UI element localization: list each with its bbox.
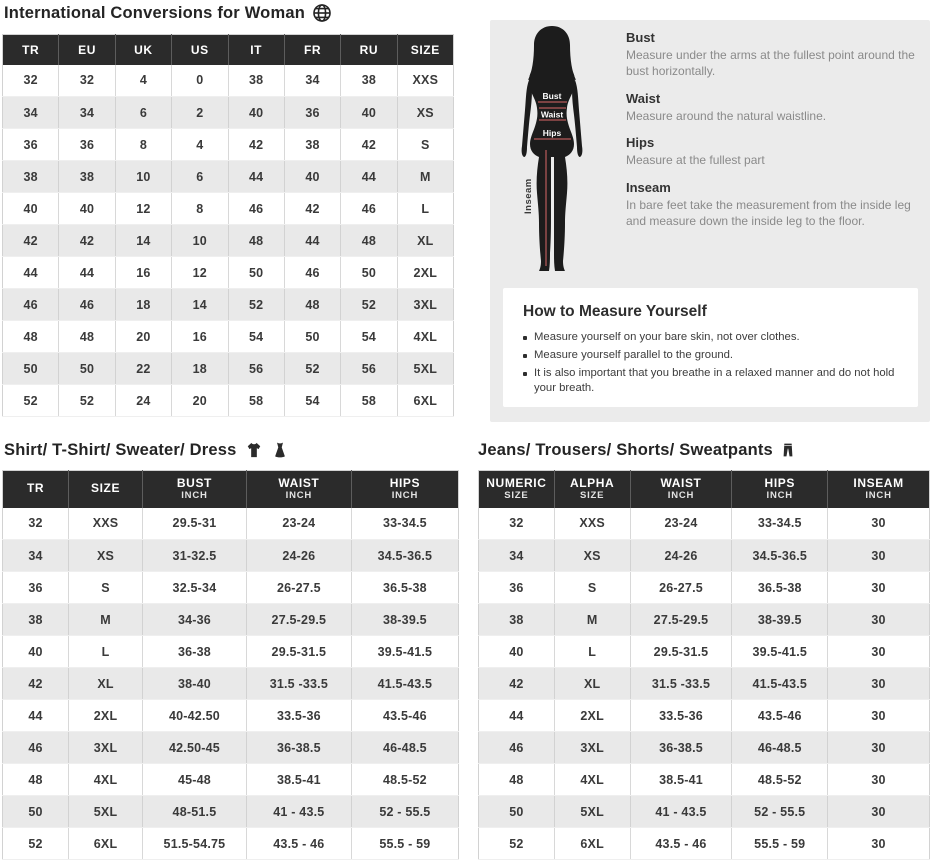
table-cell: 50: [284, 321, 340, 353]
table-row: [479, 572, 930, 604]
table-cell: 43.5 - 46: [630, 828, 732, 860]
measure-item-bust: [626, 30, 916, 80]
table-cell: 44: [3, 700, 69, 732]
table-cell: 8: [115, 129, 171, 161]
table-cell: 48: [228, 225, 284, 257]
body-label-inseam: Inseam: [523, 178, 534, 214]
table-cell: 34: [284, 65, 340, 97]
table-row: [3, 161, 454, 193]
table-cell: 43.5-46: [732, 700, 828, 732]
table-row: [479, 732, 930, 764]
table-cell: 48: [479, 764, 555, 796]
table-cell: 6XL: [397, 385, 453, 417]
pants-icon: [780, 440, 796, 460]
table-row: [3, 636, 459, 668]
table-row: [479, 604, 930, 636]
table-cell: 39.5-41.5: [351, 636, 458, 668]
measure-label: Inseam: [626, 180, 671, 196]
table-cell: L: [397, 193, 453, 225]
measure-item-waist: [626, 91, 916, 125]
table-cell: 10: [115, 161, 171, 193]
table-row: [479, 508, 930, 540]
table-cell: 4: [115, 65, 171, 97]
table-cell: 52: [284, 353, 340, 385]
table-cell: 40: [341, 97, 397, 129]
international-conversions-table: [2, 34, 454, 417]
how-to-bullet: Measure yourself on your bare skin, not over clothes.: [523, 330, 900, 346]
table-cell: 36-38.5: [630, 732, 732, 764]
measure-text: Measure around the natural waistline.: [626, 108, 827, 123]
table-cell: 50: [228, 257, 284, 289]
table-cell: 10: [172, 225, 228, 257]
table-cell: 48: [284, 289, 340, 321]
table-cell: XS: [554, 540, 630, 572]
table-cell: 4: [172, 129, 228, 161]
table-cell: 54: [341, 321, 397, 353]
column-header: SIZE: [69, 471, 143, 508]
table-row: [3, 796, 459, 828]
table-cell: 31-32.5: [142, 540, 246, 572]
table-cell: 45-48: [142, 764, 246, 796]
shirts-title: [4, 440, 289, 460]
table-cell: XXS: [69, 508, 143, 540]
table-cell: 36-38: [142, 636, 246, 668]
table-cell: S: [397, 129, 453, 161]
table-cell: 5XL: [69, 796, 143, 828]
table-cell: 30: [828, 572, 930, 604]
table-cell: 40: [3, 636, 69, 668]
table-cell: 18: [115, 289, 171, 321]
table-cell: 50: [59, 353, 115, 385]
table-cell: 38-40: [142, 668, 246, 700]
table-cell: XL: [397, 225, 453, 257]
table-cell: 24-26: [246, 540, 351, 572]
table-cell: 41.5-43.5: [351, 668, 458, 700]
table-cell: 34: [3, 540, 69, 572]
table-cell: 34.5-36.5: [351, 540, 458, 572]
table-row: [479, 540, 930, 572]
table-cell: 48: [341, 225, 397, 257]
column-header: WAIST INCH: [246, 471, 351, 508]
table-cell: 40-42.50: [142, 700, 246, 732]
table-cell: 22: [115, 353, 171, 385]
table-cell: XXS: [554, 508, 630, 540]
table-cell: 52: [59, 385, 115, 417]
measure-text: Measure at the fullest part: [626, 153, 765, 168]
table-cell: 40: [284, 161, 340, 193]
table-cell: 20: [115, 321, 171, 353]
table-cell: 6: [172, 161, 228, 193]
table-cell: 46: [3, 289, 59, 321]
table-cell: 44: [228, 161, 284, 193]
table-row: [3, 65, 454, 97]
table-cell: 46: [228, 193, 284, 225]
table-cell: 30: [828, 604, 930, 636]
table-cell: 42: [479, 668, 555, 700]
table-cell: 3XL: [69, 732, 143, 764]
table-cell: 40: [59, 193, 115, 225]
table-row: [3, 828, 459, 860]
table-cell: 36.5-38: [351, 572, 458, 604]
table-cell: 3XL: [554, 732, 630, 764]
table-cell: 44: [59, 257, 115, 289]
table-row: [3, 321, 454, 353]
table-cell: XL: [69, 668, 143, 700]
table-cell: L: [69, 636, 143, 668]
table-cell: 30: [828, 764, 930, 796]
table-cell: 43.5 - 46: [246, 828, 351, 860]
table-cell: 16: [172, 321, 228, 353]
table-cell: 54: [284, 385, 340, 417]
measure-label: Bust: [626, 30, 655, 45]
table-cell: XS: [69, 540, 143, 572]
table-cell: 30: [828, 732, 930, 764]
table-cell: 12: [115, 193, 171, 225]
column-header: ALPHA SIZE: [554, 471, 630, 508]
table-cell: 42: [284, 193, 340, 225]
table-row: [479, 636, 930, 668]
table-cell: 50: [3, 796, 69, 828]
column-header: UK: [115, 35, 171, 65]
table-row: [3, 572, 459, 604]
table-cell: 5XL: [397, 353, 453, 385]
table-cell: 50: [3, 353, 59, 385]
jeans-title-text: Jeans/ Trousers/ Shorts/ Sweatpants: [478, 440, 773, 459]
table-cell: 32: [3, 65, 59, 97]
table-cell: 40: [3, 193, 59, 225]
table-cell: XL: [554, 668, 630, 700]
table-cell: 34: [59, 97, 115, 129]
table-cell: 23-24: [246, 508, 351, 540]
table-cell: 46: [59, 289, 115, 321]
table-cell: 48: [3, 321, 59, 353]
table-cell: 44: [341, 161, 397, 193]
table-cell: 5XL: [554, 796, 630, 828]
table-row: [3, 289, 454, 321]
table-cell: 46: [341, 193, 397, 225]
table-cell: 39.5-41.5: [732, 636, 828, 668]
table-cell: XS: [397, 97, 453, 129]
table-cell: 38.5-41: [630, 764, 732, 796]
table-cell: 48.5-52: [732, 764, 828, 796]
table-cell: 46: [3, 732, 69, 764]
table-cell: 41 - 43.5: [246, 796, 351, 828]
table-cell: 4XL: [397, 321, 453, 353]
table-cell: 2: [172, 97, 228, 129]
table-cell: 48.5-52: [351, 764, 458, 796]
table-row: [479, 764, 930, 796]
table-cell: 8: [172, 193, 228, 225]
table-cell: 52: [3, 385, 59, 417]
measure-item-hips: [626, 135, 916, 169]
table-cell: 32.5-34: [142, 572, 246, 604]
table-cell: 55.5 - 59: [732, 828, 828, 860]
table-row: [3, 668, 459, 700]
table-cell: M: [397, 161, 453, 193]
table-cell: 4XL: [69, 764, 143, 796]
table-cell: 14: [115, 225, 171, 257]
table-cell: 46: [479, 732, 555, 764]
column-header: INSEAM INCH: [828, 471, 930, 508]
table-cell: L: [554, 636, 630, 668]
table-row: [3, 508, 459, 540]
table-cell: S: [69, 572, 143, 604]
table-row: [3, 129, 454, 161]
measure-label: Waist: [626, 90, 661, 106]
table-cell: 38: [3, 604, 69, 636]
table-cell: 52: [3, 828, 69, 860]
table-cell: 29.5-31.5: [246, 636, 351, 668]
table-cell: 40: [228, 97, 284, 129]
table-cell: 36: [284, 97, 340, 129]
table-cell: 34: [479, 540, 555, 572]
jeans-title: [478, 440, 796, 460]
table-cell: 34: [3, 97, 59, 129]
table-cell: 44: [479, 700, 555, 732]
table-cell: 43.5-46: [351, 700, 458, 732]
table-cell: 6XL: [69, 828, 143, 860]
table-cell: 38: [284, 129, 340, 161]
table-cell: 2XL: [554, 700, 630, 732]
table-cell: 46-48.5: [351, 732, 458, 764]
table-cell: 48: [3, 764, 69, 796]
measurement-descriptions: [626, 30, 916, 241]
table-cell: 46-48.5: [732, 732, 828, 764]
table-cell: 31.5 -33.5: [630, 668, 732, 700]
table-cell: 42: [228, 129, 284, 161]
table-cell: 36: [479, 572, 555, 604]
table-cell: 38-39.5: [732, 604, 828, 636]
table-cell: 40: [479, 636, 555, 668]
dress-icon: [271, 440, 289, 460]
table-cell: 26-27.5: [630, 572, 732, 604]
table-cell: 27.5-29.5: [246, 604, 351, 636]
left-leg: [537, 157, 551, 271]
table-cell: 26-27.5: [246, 572, 351, 604]
table-cell: 38-39.5: [351, 604, 458, 636]
table-cell: 48: [59, 321, 115, 353]
column-header: RU: [341, 35, 397, 65]
table-cell: 48-51.5: [142, 796, 246, 828]
table-row: [3, 193, 454, 225]
table-cell: 30: [828, 636, 930, 668]
table-cell: 55.5 - 59: [351, 828, 458, 860]
column-header: TR: [3, 35, 59, 65]
table-cell: 41 - 43.5: [630, 796, 732, 828]
table-cell: 3XL: [397, 289, 453, 321]
measurement-guide-panel: [490, 20, 930, 422]
table-cell: 42: [341, 129, 397, 161]
table-cell: 38: [228, 65, 284, 97]
table-cell: 36: [59, 129, 115, 161]
table-cell: 31.5 -33.5: [246, 668, 351, 700]
table-cell: 36.5-38: [732, 572, 828, 604]
measure-text: Measure under the arms at the fullest point around the bust horizontally.: [626, 48, 915, 78]
column-header: TR: [3, 471, 69, 508]
table-cell: 30: [828, 540, 930, 572]
table-cell: 30: [828, 668, 930, 700]
how-to-measure-list: [523, 330, 900, 397]
table-cell: 38.5-41: [246, 764, 351, 796]
column-header: WAIST INCH: [630, 471, 732, 508]
table-cell: 33.5-36: [630, 700, 732, 732]
table-cell: 29.5-31: [142, 508, 246, 540]
table-cell: 41.5-43.5: [732, 668, 828, 700]
table-cell: 6XL: [554, 828, 630, 860]
table-cell: 30: [828, 828, 930, 860]
table-row: [479, 796, 930, 828]
table-cell: 20: [172, 385, 228, 417]
table-cell: 33.5-36: [246, 700, 351, 732]
table-cell: 54: [228, 321, 284, 353]
table-cell: 12: [172, 257, 228, 289]
table-cell: 44: [284, 225, 340, 257]
table-cell: 42.50-45: [142, 732, 246, 764]
column-header: NUMERIC SIZE: [479, 471, 555, 508]
table-cell: 32: [3, 508, 69, 540]
table-cell: 14: [172, 289, 228, 321]
table-cell: 51.5-54.75: [142, 828, 246, 860]
table-cell: 56: [341, 353, 397, 385]
how-to-measure-title: How to Measure Yourself: [523, 303, 707, 320]
table-cell: 0: [172, 65, 228, 97]
conversions-title-text: International Conversions for Woman: [4, 3, 305, 22]
measure-item-inseam: [626, 180, 916, 230]
table-cell: 52: [341, 289, 397, 321]
table-cell: 6: [115, 97, 171, 129]
table-cell: 52: [228, 289, 284, 321]
tshirt-icon: [244, 440, 264, 460]
table-row: [3, 97, 454, 129]
table-cell: 32: [59, 65, 115, 97]
table-cell: S: [554, 572, 630, 604]
table-cell: 58: [228, 385, 284, 417]
table-cell: 27.5-29.5: [630, 604, 732, 636]
column-header: SIZE: [397, 35, 453, 65]
table-cell: 42: [3, 668, 69, 700]
globe-icon: [312, 3, 332, 23]
measure-text: In bare feet take the measurement from the inside leg and measure down the inside leg to the floor.: [626, 198, 911, 229]
column-header: HIPS INCH: [732, 471, 828, 508]
column-header: US: [172, 35, 228, 65]
table-header-row: [3, 471, 459, 508]
table-row: [3, 764, 459, 796]
table-cell: XXS: [397, 65, 453, 97]
woman-body-silhouette: [494, 22, 624, 272]
table-cell: 18: [172, 353, 228, 385]
table-cell: 50: [479, 796, 555, 828]
measure-label: Hips: [626, 135, 655, 151]
table-row: [3, 700, 459, 732]
table-cell: 33-34.5: [351, 508, 458, 540]
column-header: FR: [284, 35, 340, 65]
body-label-waist: Waist: [540, 109, 564, 120]
table-cell: 56: [228, 353, 284, 385]
table-cell: 38: [479, 604, 555, 636]
table-cell: 50: [341, 257, 397, 289]
table-cell: 4XL: [554, 764, 630, 796]
table-cell: 34.5-36.5: [732, 540, 828, 572]
table-cell: 30: [828, 796, 930, 828]
how-to-bullet: It is also important that you breathe in a relaxed manner and do not hold your breath.: [523, 366, 900, 398]
table-row: [479, 828, 930, 860]
table-row: [3, 225, 454, 257]
how-to-measure-card: [503, 288, 918, 407]
table-cell: 24: [115, 385, 171, 417]
how-to-bullet: Measure yourself parallel to the ground.: [523, 348, 900, 364]
table-cell: 42: [3, 225, 59, 257]
jeans-size-table: [478, 470, 930, 860]
table-cell: 34-36: [142, 604, 246, 636]
table-row: [3, 353, 454, 385]
table-cell: 29.5-31.5: [630, 636, 732, 668]
table-header-row: [3, 35, 454, 65]
table-cell: 36: [3, 572, 69, 604]
table-cell: 44: [3, 257, 59, 289]
table-cell: 16: [115, 257, 171, 289]
table-row: [3, 385, 454, 417]
table-cell: 36-38.5: [246, 732, 351, 764]
table-cell: 38: [341, 65, 397, 97]
column-header: EU: [59, 35, 115, 65]
table-cell: 52: [479, 828, 555, 860]
table-cell: 36: [3, 129, 59, 161]
shirt-size-table: [2, 470, 459, 860]
table-header-row: [479, 471, 930, 508]
table-cell: 24-26: [630, 540, 732, 572]
body-label-bust: Bust: [542, 91, 562, 101]
body-label-hips: Hips: [542, 128, 562, 138]
table-row: [3, 604, 459, 636]
table-row: [479, 668, 930, 700]
table-cell: 30: [828, 508, 930, 540]
table-row: [3, 732, 459, 764]
table-cell: M: [69, 604, 143, 636]
table-cell: 42: [59, 225, 115, 257]
conversions-title: [4, 3, 332, 23]
table-cell: 38: [59, 161, 115, 193]
table-cell: 52 - 55.5: [351, 796, 458, 828]
table-cell: 58: [341, 385, 397, 417]
table-cell: 23-24: [630, 508, 732, 540]
column-header: BUST INCH: [142, 471, 246, 508]
table-cell: 2XL: [397, 257, 453, 289]
table-cell: M: [554, 604, 630, 636]
table-cell: 33-34.5: [732, 508, 828, 540]
table-cell: 52 - 55.5: [732, 796, 828, 828]
table-cell: 30: [828, 700, 930, 732]
column-header: IT: [228, 35, 284, 65]
table-row: [3, 540, 459, 572]
right-leg: [554, 157, 567, 271]
table-cell: 38: [3, 161, 59, 193]
table-row: [3, 257, 454, 289]
table-cell: 46: [284, 257, 340, 289]
table-cell: 2XL: [69, 700, 143, 732]
table-cell: 32: [479, 508, 555, 540]
table-row: [479, 700, 930, 732]
column-header: HIPS INCH: [351, 471, 458, 508]
shirts-title-text: Shirt/ T-Shirt/ Sweater/ Dress: [4, 440, 237, 459]
